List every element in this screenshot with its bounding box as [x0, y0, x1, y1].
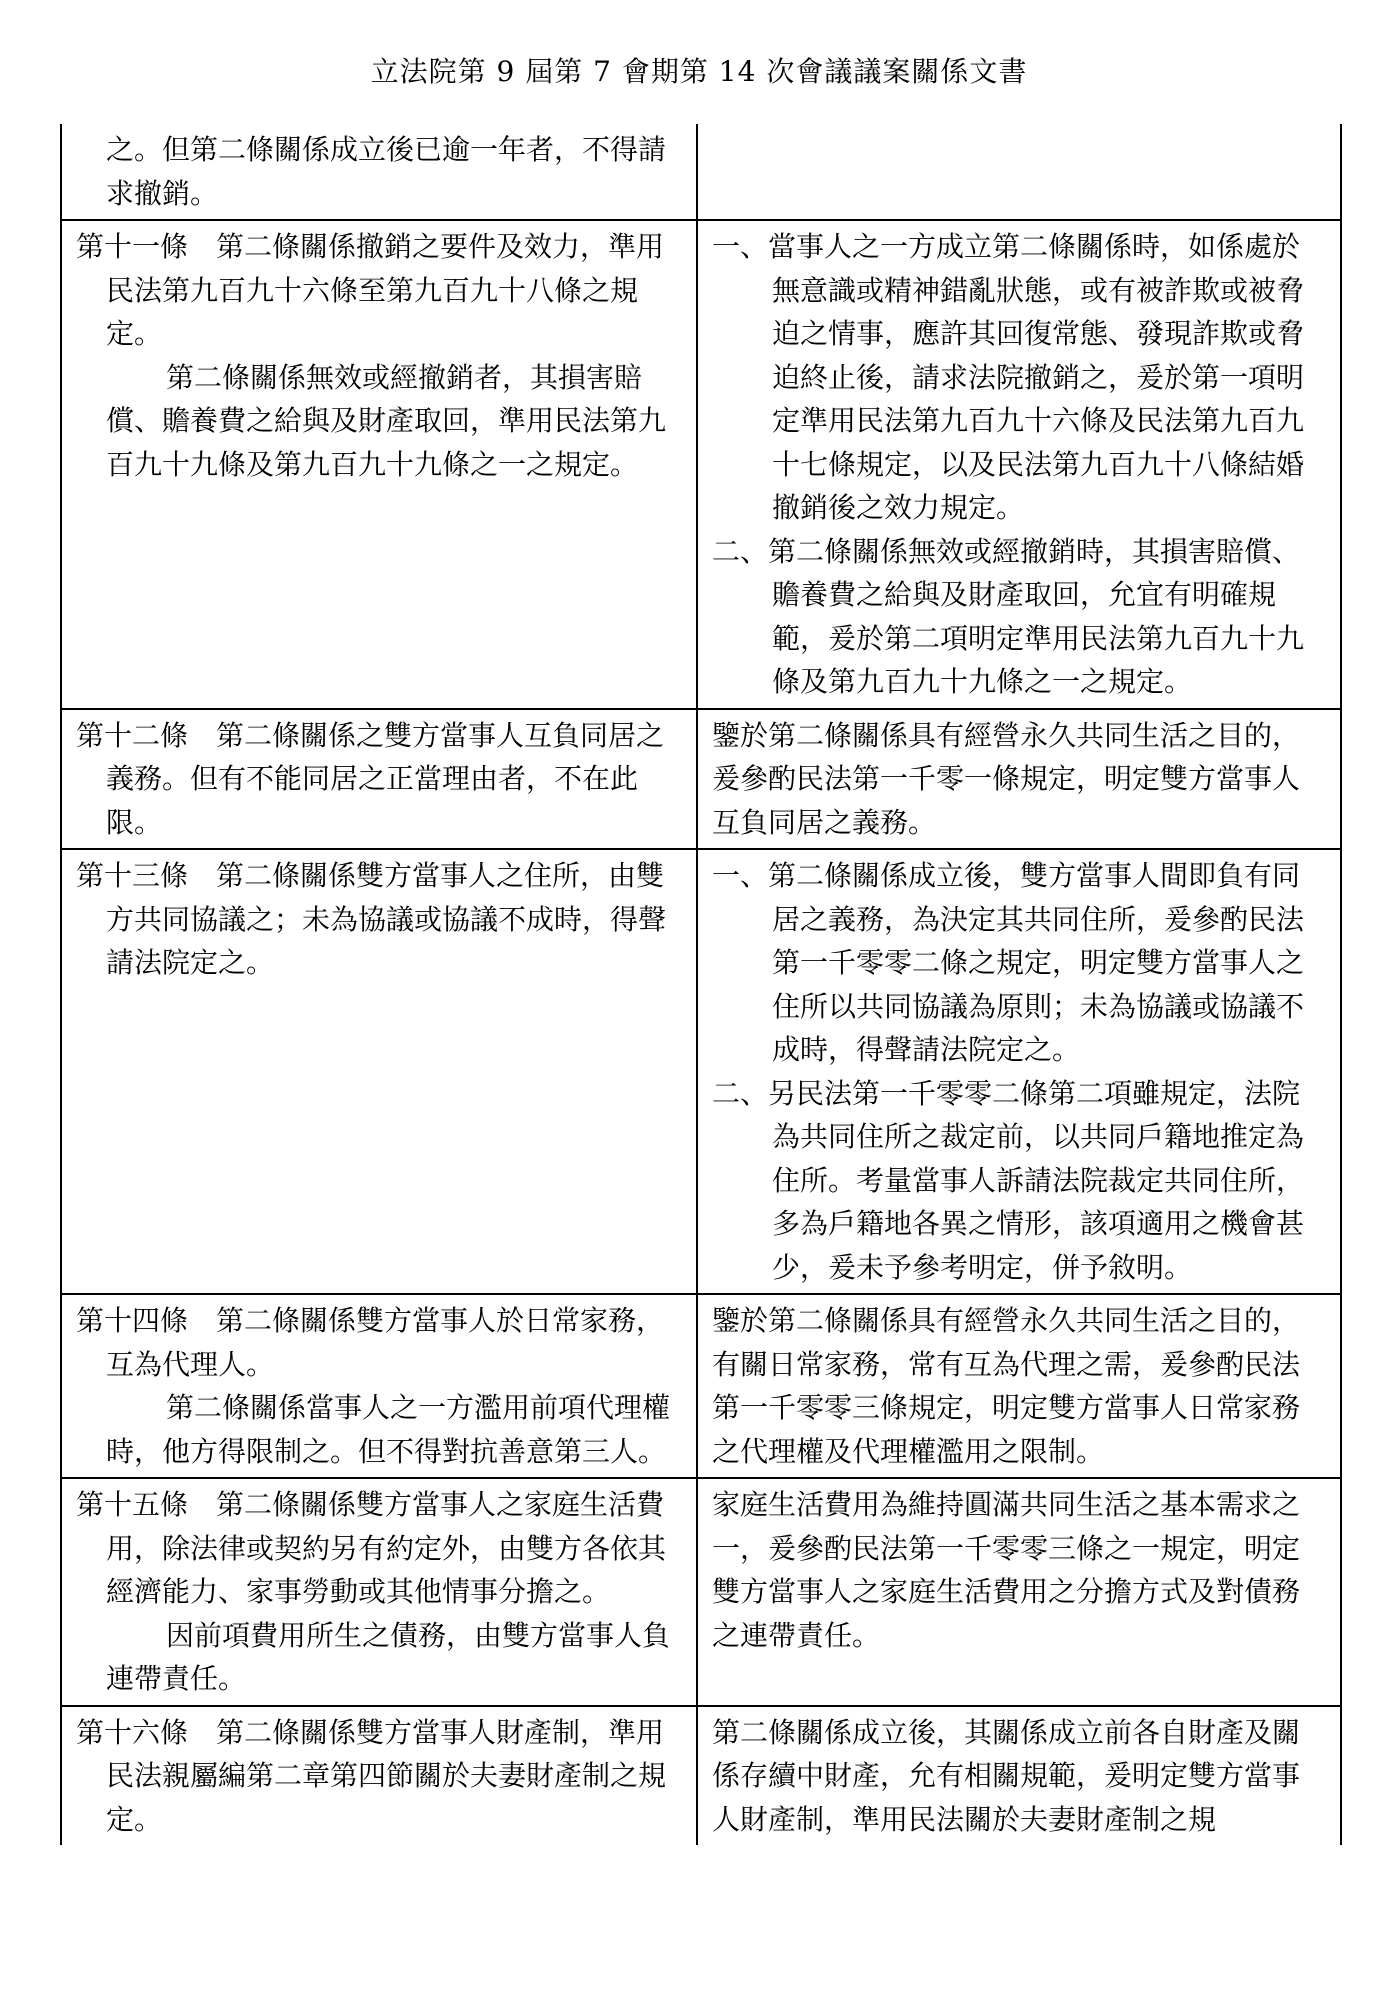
- table-row: [61, 1294, 1341, 1478]
- article-cell: [61, 1478, 697, 1706]
- explanation-cell: [697, 1294, 1341, 1478]
- article-cell: [61, 1706, 697, 1846]
- explanation-cell: [697, 1706, 1341, 1846]
- explanation-item: 一、第二條關係成立後，雙方當事人間即負有同居之義務，為決定其共同住所，爰參酌民法第一千零零二條之規定，明定雙方當事人之住所以共同協議為原則；未為協議或協議不成時，得聲請法院定之。: [712, 859, 1305, 1066]
- article-text: 第十四條 第二條關係雙方當事人於日常家務，互為代理人。: [76, 1304, 665, 1381]
- explanation-cell: [697, 220, 1341, 709]
- explanation-item: 一、當事人之一方成立第二條關係時，如係處於無意識或精神錯亂狀態，或有被詐欺或被脅迫之情事，應許其回復常態、發現詐欺或脅迫終止後，請求法院撤銷之，爰於第一項明定準用民法第九百九十六條及民法第九百九十七條規定，以及民法第九百九十八條結婚撤銷後之效力規定。: [712, 230, 1305, 524]
- article-text: 第十六條 第二條關係雙方當事人財產制，準用民法親屬編第二章第四節關於夫妻財產制之規定。: [76, 1715, 667, 1836]
- article-paragraph: 第二條關係當事人之一方濫用前項代理權時，他方得限制之。但不得對抗善意第三人。: [106, 1391, 671, 1468]
- article-cell: [61, 1294, 697, 1478]
- table-row: [61, 124, 1341, 220]
- table-row: [61, 1706, 1341, 1846]
- article-cell: [61, 220, 697, 709]
- article-text: 第十二條 第二條關係之雙方當事人互負同居之義務。但有不能同居之正當理由者，不在此限。: [76, 718, 665, 839]
- explanation-text: 第二條關係成立後，其關係成立前各自財產及關係存續中財產，允有相關規範，爰明定雙方當事人財產制，準用民法關於夫妻財產制之規: [712, 1715, 1301, 1836]
- article-text: 第十一條 第二條關係撤銷之要件及效力，準用民法第九百九十六條至第九百九十八條之規定。: [76, 230, 665, 350]
- explanation-text: 家庭生活費用為維持圓滿共同生活之基本需求之一，爰參酌民法第一千零零三條之一規定，明定雙方當事人之家庭生活費用之分擔方式及對債務之連帶責任。: [712, 1488, 1301, 1652]
- article-text: 之。但第二條關係成立後已逾一年者，不得請求撤銷。: [106, 133, 667, 210]
- explanation-cell: [697, 709, 1341, 850]
- article-text: 第十五條 第二條關係雙方當事人之家庭生活費用，除法律或契約另有約定外，由雙方各依其經濟能力、家事勞動或其他情事分擔之。: [76, 1488, 667, 1608]
- explanation-cell: [697, 1478, 1341, 1706]
- table-row: [61, 220, 1341, 709]
- explanation-cell: [697, 849, 1341, 1294]
- explanation-item: 二、另民法第一千零零二條第二項雖規定，法院為共同住所之裁定前，以共同戶籍地推定為住所。考量當事人訴請法院裁定共同住所，多為戶籍地各異之情形，該項適用之機會甚少，爰未予參考明定，併予敘明。: [712, 1076, 1305, 1284]
- explanation-text: 鑒於第二條關係具有經營永久共同生活之目的，爰參酌民法第一千零一條規定，明定雙方當事人互負同居之義務。: [712, 718, 1301, 839]
- bill-comparison-table: [60, 124, 1342, 1845]
- page-header: 立法院第 9 屆第 7 會期第 14 次會議議案關係文書: [370, 55, 1028, 88]
- article-paragraph: 因前項費用所生之債務，由雙方當事人負連帶責任。: [106, 1618, 671, 1695]
- table-row: [61, 709, 1341, 850]
- article-text: 第十三條 第二條關係雙方當事人之住所，由雙方共同協議之；未為協議或協議不成時，得聲請法院定之。: [76, 859, 667, 979]
- table-row: [61, 1478, 1341, 1706]
- table-row: [61, 849, 1341, 1294]
- article-cell: [61, 709, 697, 850]
- explanation-cell: [697, 124, 1341, 220]
- article-cell: [61, 849, 697, 1294]
- article-paragraph: 第二條關係無效或經撤銷者，其損害賠償、贍養費之給與及財產取回，準用民法第九百九十九條及第九百九十九條之一之規定。: [106, 360, 667, 481]
- explanation-item: 二、第二條關係無效或經撤銷時，其損害賠償、贍養費之給與及財產取回，允宜有明確規範，爰於第二項明定準用民法第九百九十九條及第九百九十九條之一之規定。: [712, 534, 1305, 698]
- article-cell: [61, 124, 697, 220]
- explanation-text: 鑒於第二條關係具有經營永久共同生活之目的，有關日常家務，常有互為代理之需，爰參酌民法第一千零零三條規定，明定雙方當事人日常家務之代理權及代理權濫用之限制。: [712, 1304, 1301, 1468]
